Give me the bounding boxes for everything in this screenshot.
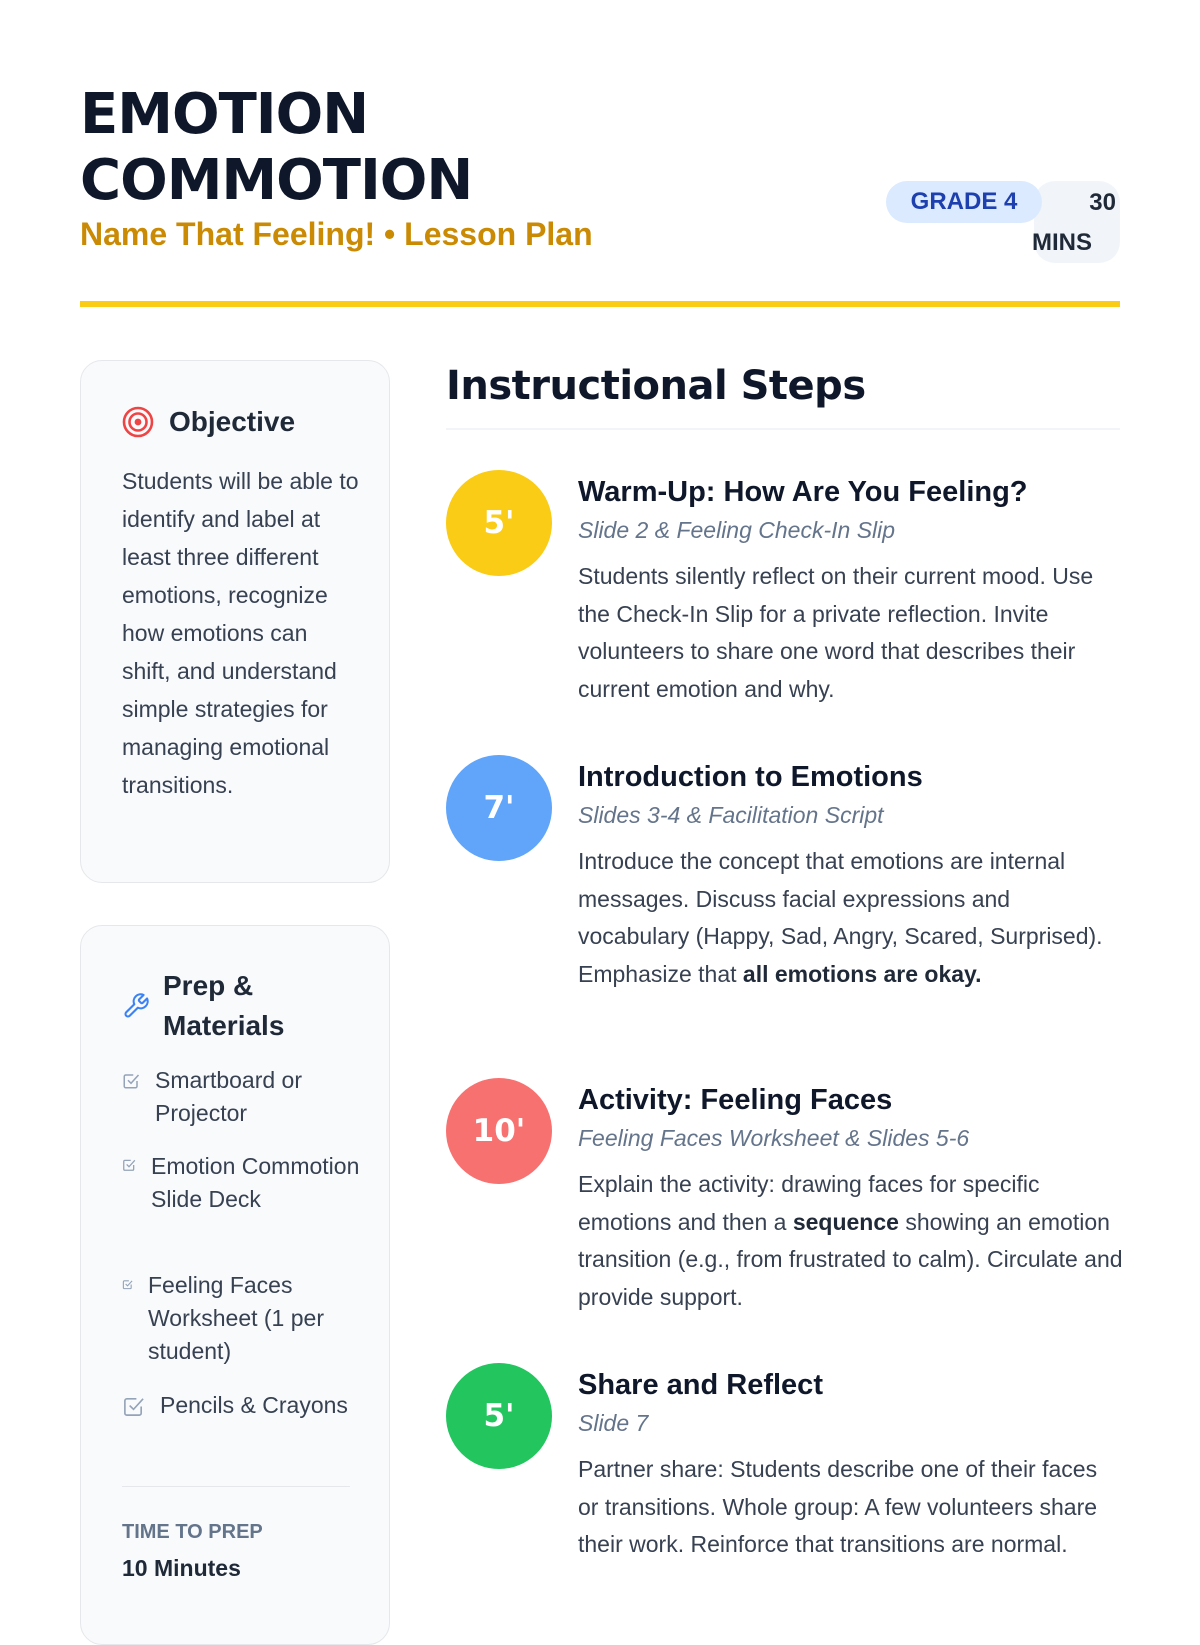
step-description-text-end: showing an emotion transition (e.g., from frustrated to calm). Circulate and provide support. — [578, 1208, 1123, 1310]
title-line-2: COMMOTION — [80, 148, 473, 213]
step-time-badge: 10' — [446, 1078, 552, 1184]
step-time-badge: 5' — [446, 470, 552, 576]
step-description-emphasis: all emotions are okay. — [742, 960, 982, 987]
step-resource: Feeling Faces Worksheet & Slides 5-6 — [578, 1125, 970, 1151]
prep-time-label: TIME TO PREP — [122, 1521, 263, 1543]
page-subtitle: Name That Feeling! • Lesson Plan — [80, 216, 593, 252]
step-title: Activity: Feeling Faces — [578, 1084, 893, 1116]
page-title — [80, 82, 640, 214]
objective-text: Students will be able to identify and label at least three different emotions, recognize how emotions can shift, and understand simple strategies for managing emotional transitions. — [122, 468, 359, 798]
step-description-emphasis: sequence — [792, 1208, 899, 1235]
steps-title: Instructional Steps — [446, 363, 866, 409]
duration-unit: MINS — [1032, 229, 1092, 256]
step-resource: Slide 7 — [578, 1410, 649, 1436]
step-description-text: Explain the activity: drawing faces for specific emotions and then a — [578, 1171, 1040, 1235]
step-description-text: Introduce the concept that emotions are internal messages. Discuss facial expressions and vocabulary (Happy, Sad, Angry, Scared, Surprised). Emphasize that — [578, 848, 1103, 987]
steps-divider — [446, 428, 1120, 430]
prep-materials-title: Prep & Materials — [163, 970, 285, 1041]
checkbox-icon — [122, 1072, 140, 1090]
objective-title: Objective — [169, 406, 296, 437]
material-label: Feeling Faces Worksheet (1 per student) — [148, 1272, 324, 1364]
material-label: Emotion Commotion Slide Deck — [151, 1153, 360, 1212]
prep-time-value: 10 Minutes — [122, 1555, 241, 1581]
checkbox-icon — [122, 1279, 133, 1290]
step-title: Share and Reflect — [578, 1369, 823, 1401]
prep-materials-card — [80, 925, 390, 1645]
step-time-badge: 7' — [446, 755, 552, 861]
header — [80, 82, 1120, 306]
step-description — [578, 843, 1123, 993]
wrench-icon — [122, 992, 150, 1020]
step-description: Students silently reflect on their current mood. Use the Check-In Slip for a private reflection. Invite volunteers to share one word that describes their current emotion and why. — [578, 563, 1094, 702]
material-label: Pencils & Crayons — [160, 1392, 348, 1418]
lesson-plan-page — [80, 0, 1123, 1600]
objective-card — [80, 360, 390, 883]
card-divider — [122, 1486, 350, 1487]
material-label: Smartboard or Projector — [155, 1067, 303, 1126]
title-line-1: EMOTION — [80, 82, 369, 147]
grade-badge: GRADE 4 — [886, 181, 1042, 223]
duration-badge — [1034, 181, 1120, 263]
header-divider — [80, 301, 1120, 307]
step-time-badge: 5' — [446, 1363, 552, 1469]
step-title: Introduction to Emotions — [578, 761, 923, 793]
step-resource: Slides 3-4 & Facilitation Script — [578, 802, 884, 828]
step-title: Warm-Up: How Are You Feeling? — [578, 476, 1028, 508]
step-description: Partner share: Students describe one of their faces or transitions. Whole group: A few volunteers share their work. Reinforce that transitions are normal. — [578, 1456, 1098, 1557]
duration-number: 30 — [1089, 189, 1116, 216]
target-icon — [122, 406, 154, 438]
checkbox-icon — [122, 1158, 136, 1172]
step-resource: Slide 2 & Feeling Check-In Slip — [578, 517, 896, 543]
step-description — [578, 1166, 1123, 1316]
checkbox-icon — [122, 1395, 145, 1418]
